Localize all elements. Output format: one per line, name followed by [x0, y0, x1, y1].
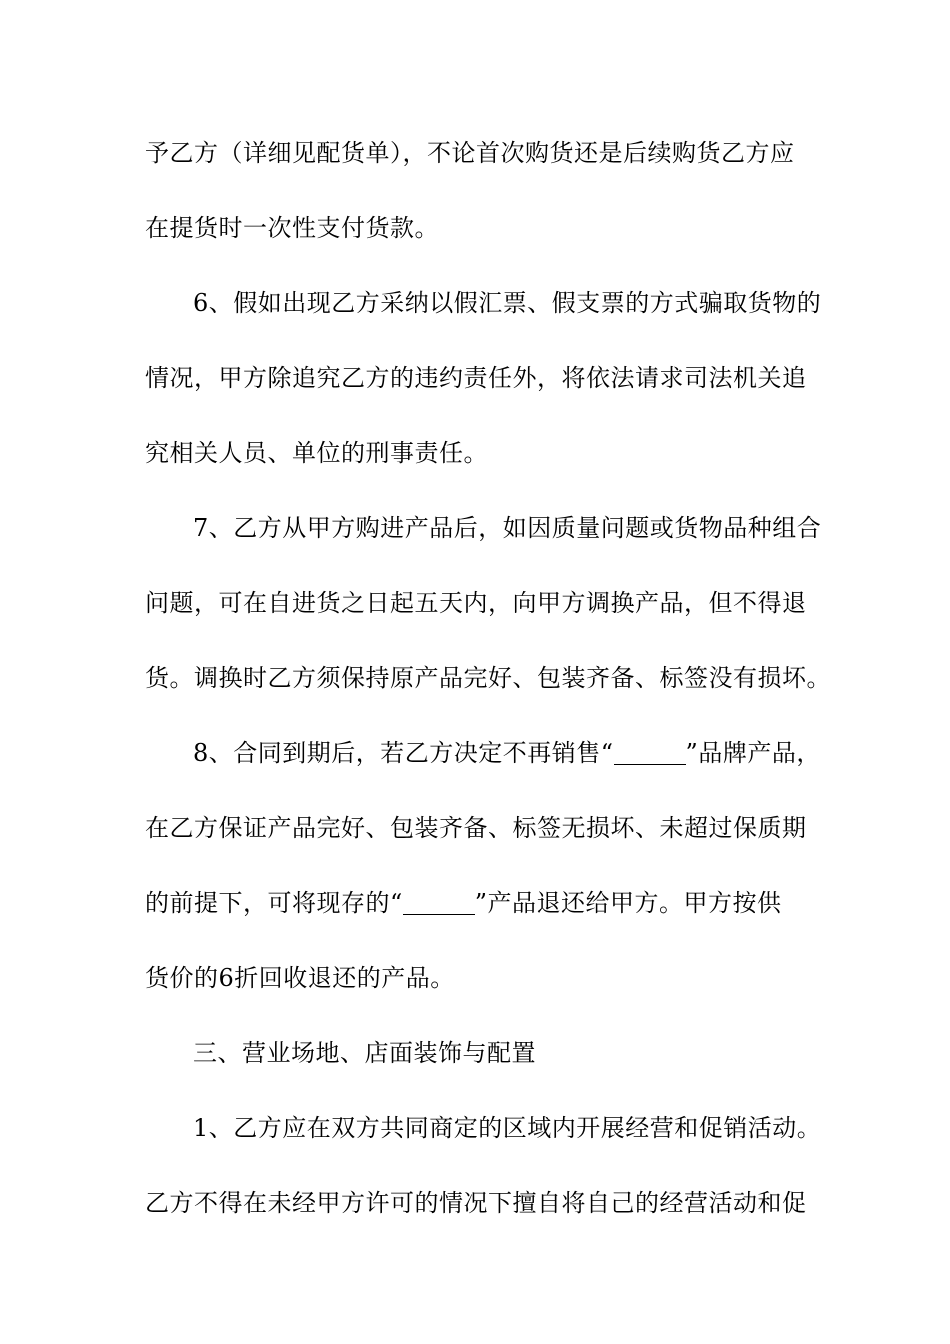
clause-6-line: 6、假如出现乙方采纳以假汇票、假支票的方式骗取货物的: [193, 289, 822, 317]
paragraph-line: 货。调换时乙方须保持原产品完好、包装齐备、标签没有损坏。: [145, 664, 831, 692]
paragraph-line: 情况，甲方除追究乙方的违约责任外，将依法请求司法机关追: [145, 364, 807, 392]
brand-name-blank: [614, 741, 686, 769]
clause-8-text-after: ”品牌产品，: [685, 739, 821, 767]
paragraph-line: 在提货时一次性支付货款。: [145, 214, 439, 242]
clause-7-line: 7、乙方从甲方购进产品后，如因质量问题或货物品种组合: [193, 514, 822, 542]
line-text-after: ”产品退还给甲方。甲方按供: [474, 889, 782, 917]
paragraph-line: 在乙方保证产品完好、包装齐备、标签无损坏、未超过保质期: [145, 814, 807, 842]
paragraph-line: 货价的6折回收退还的产品。: [145, 964, 455, 992]
paragraph-line: 究相关人员、单位的刑事责任。: [145, 439, 488, 467]
paragraph-line: 乙方不得在未经甲方许可的情况下擅自将自己的经营活动和促: [145, 1189, 807, 1217]
clause-8-text-before: 8、合同到期后，若乙方决定不再销售“: [193, 739, 614, 767]
product-name-blank: [403, 891, 475, 919]
section-3-clause-1-line: 1、乙方应在双方共同商定的区域内开展经营和促销活动。: [193, 1114, 822, 1142]
paragraph-line: 予乙方（详细见配货单），不论首次购货还是后续购货乙方应: [145, 139, 795, 167]
clause-8-line: [193, 733, 863, 773]
section-3-heading: 三、营业场地、店面装饰与配置: [193, 1039, 536, 1067]
paragraph-line: [145, 883, 815, 923]
paragraph-line: 问题，可在自进货之日起五天内，向甲方调换产品，但不得退: [145, 589, 807, 617]
line-text-before: 的前提下，可将现存的“: [145, 889, 403, 917]
